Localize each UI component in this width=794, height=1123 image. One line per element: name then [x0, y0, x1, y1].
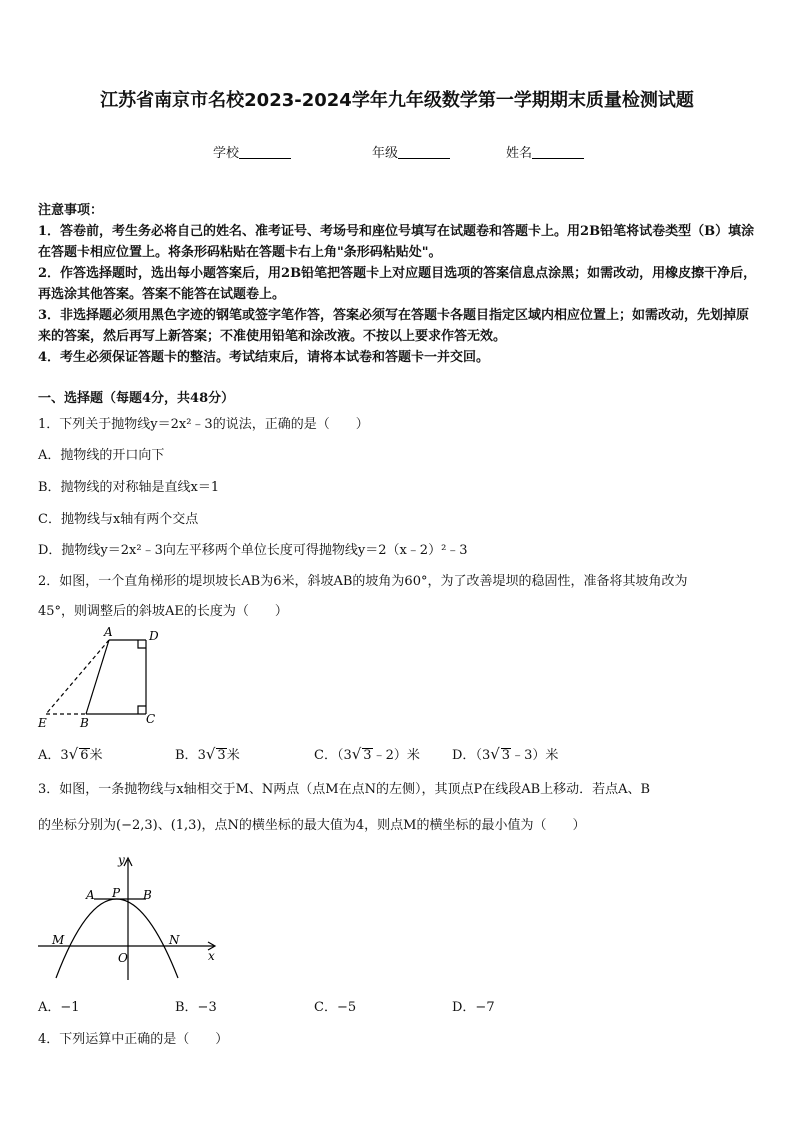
q2-label-b: B: [80, 716, 89, 730]
q2-option-d[interactable]: D．（3√ 3﹣3）米: [452, 745, 559, 763]
school-field: [213, 142, 291, 161]
q2-option-c[interactable]: C．（3√ 3﹣2）米: [314, 745, 420, 763]
q2-stem-line1: 2．如图，一个直角梯形的堤坝坡长AB为6米，斜坡AB的坡角为60°，为了改善堤坝的稳固性，准备将其坡角改为: [38, 574, 688, 589]
q3-label-b: B: [143, 888, 152, 902]
q2-label-c: C: [146, 712, 156, 726]
q3-option-a[interactable]: A．−1: [38, 1000, 80, 1015]
notice-item-4: 4．考生必须保证答题卡的整洁。考试结束后，请将本试卷和答题卡一并交回。: [38, 350, 490, 365]
q3-stem-line1: 3．如图，一条抛物线与x轴相交于M、N两点（点M在点N的左侧），其顶点P在线段AB上移动．若点A、B: [38, 782, 651, 797]
q3-parabola-figure: [34, 848, 224, 983]
name-blank[interactable]: [532, 144, 584, 159]
q3-label-n: N: [169, 933, 180, 947]
q3-option-d[interactable]: D．−7: [452, 1000, 495, 1015]
notice-item-3: 3．非选择题必须用黑色字迹的钢笔或签字笔作答，答案必须写在答题卡各题目指定区域内相应位置上；如需改动，先划掉原来的答案，然后再写上新答案；不准使用铅笔和涂改液。不按以上要求作答无效。: [38, 308, 750, 344]
school-label: 学校: [213, 146, 240, 161]
q2-label-a: A: [104, 625, 113, 639]
grade-blank[interactable]: [398, 144, 450, 159]
q3-label-x: x: [208, 949, 215, 963]
name-label: 姓名: [506, 146, 533, 161]
section-heading: 一、选择题（每题4分，共48分）: [38, 391, 235, 406]
q3-option-b[interactable]: B．−3: [175, 1000, 217, 1015]
q2-stem-line2: 45°，则调整后的斜坡AE的长度为（ ）: [38, 604, 288, 619]
q3-label-y: y: [118, 853, 125, 867]
q3-label-p: P: [112, 886, 121, 900]
q2-trapezoid-figure: [34, 624, 164, 732]
q2-option-a[interactable]: A．3√ 6米: [38, 745, 103, 763]
q3-label-o: O: [118, 951, 128, 965]
q1-stem: 1．下列关于抛物线y＝2x²﹣3的说法，正确的是（ ）: [38, 417, 369, 432]
q3-label-a: A: [86, 888, 95, 902]
q2-label-e: E: [38, 716, 47, 730]
grade-label: 年级: [372, 146, 399, 161]
q3-label-m: M: [52, 933, 65, 947]
school-blank[interactable]: [239, 144, 291, 159]
notice-item-1: 1．答卷前，考生务必将自己的姓名、准考证号、考场号和座位号填写在试题卷和答题卡上。用2B铅笔将试卷类型（B）填涂在答题卡相应位置上。将条形码粘贴在答题卡右上角"条形码粘贴处"。: [38, 224, 755, 260]
q3-stem-line2: 的坐标分别为(−2,3)、(1,3)，点N的横坐标的最大值为4，则点M的横坐标的最小值为（ ）: [38, 818, 586, 833]
q2-label-d: D: [149, 629, 159, 643]
notice-heading: 注意事项：: [38, 203, 104, 218]
page-title: 江苏省南京市名校2023-2024学年九年级数学第一学期期末质量检测试题: [100, 90, 694, 111]
q1-option-b[interactable]: B．抛物线的对称轴是直线x＝1: [38, 480, 220, 495]
q3-option-c[interactable]: C．−5: [314, 1000, 357, 1015]
q1-option-a[interactable]: A．抛物线的开口向下: [38, 448, 165, 463]
q4-stem: 4．下列运算中正确的是（ ）: [38, 1032, 229, 1047]
name-field: [506, 142, 584, 161]
grade-field: [372, 142, 450, 161]
q2-option-b[interactable]: B．3√ 3米: [175, 745, 240, 763]
q1-option-d[interactable]: D．抛物线y＝2x²﹣3向左平移两个单位长度可得抛物线y＝2（x﹣2）²﹣3: [38, 543, 468, 558]
notice-item-2: 2．作答选择题时，选出每小题答案后，用2B铅笔把答题卡上对应题目选项的答案信息点涂黑；如需改动，用橡皮擦干净后，再选涂其他答案。答案不能答在试题卷上。: [38, 266, 757, 302]
q1-option-c[interactable]: C．抛物线与x轴有两个交点: [38, 512, 199, 527]
